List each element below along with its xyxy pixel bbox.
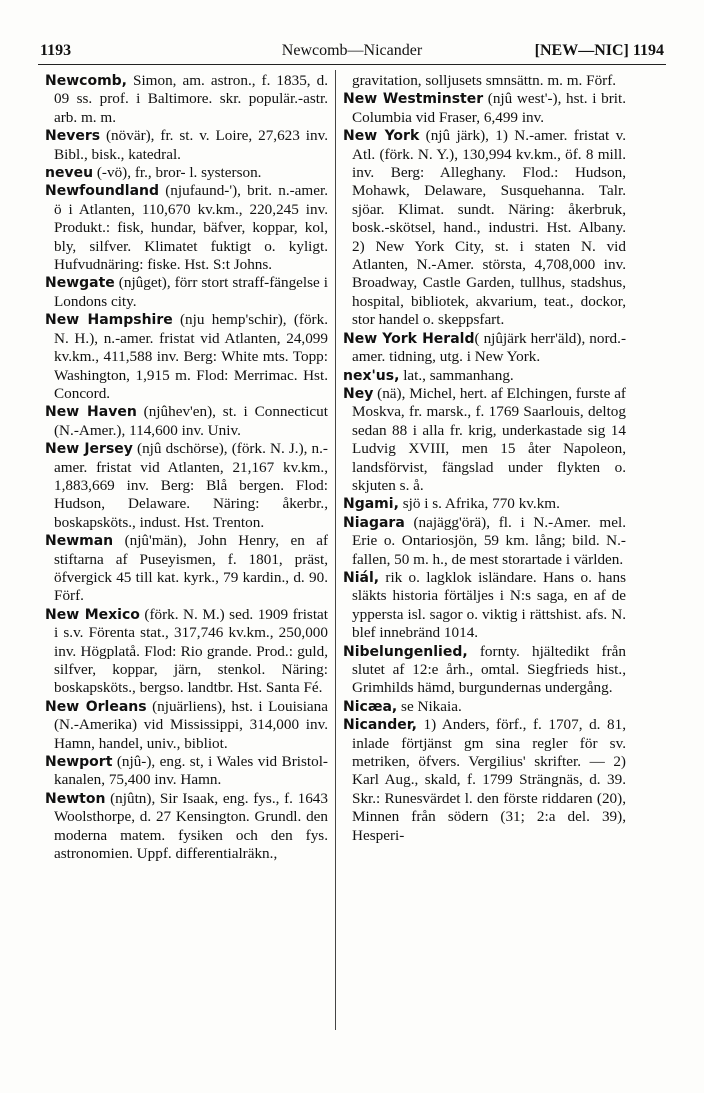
entry-text: (növär), fr. st. v. Loire, 27,623 inv. Bibl., bisk., katedral. [54,127,328,163]
entry-headword: New York [343,128,420,145]
dictionary-entry [45,532,328,606]
entry-range: [NEW—NIC] [534,42,629,59]
entry-headword: New Haven [45,404,137,421]
entry-headword: Niál, [343,569,380,586]
entry-text: (njû-), eng. st, i Wales vid Bristol-kanalen, 75,400 inv. Hamn. [54,753,328,789]
entry-text: sjö i s. Afrika, 770 kv.km. [398,495,560,513]
dictionary-entry [343,330,626,367]
entry-headword: New Jersey [45,441,133,458]
entry-text: (-vö), fr., bror- l. systerson. [93,164,262,182]
entry-headword: New Westminster [343,91,484,108]
dictionary-entry [45,311,328,403]
entry-text: (njûtn), Sir Isaak, eng. fys., f. 1643 Woolsthorpe, d. 27 Kensington. Grundl. den moderna matem. fysiken och den fys. astronomien. Uppf. differentialräkn., [54,789,328,863]
dictionary-entry [45,72,328,127]
entry-text: (njû west'-), hst. i brit. Columbia vid Fraser, 6,499 inv. [352,90,626,126]
entry-text: (förk. N. M.) sed. 1909 fristat i s.v. Förenta stat., 317,746 kv.km., 250,000 inv. Högplatå. Flod: Rio grande. Prod.: guld, silfver, koppar, järn, stenkol. Näring: boskapsköts., bergso. landtbr. Hst. Santa Fé. [54,605,328,697]
dictionary-entry [45,753,328,790]
entry-text: (njû dschörse), (förk. N. J.), n.-amer. fristat vid Atlanten, 21,167 kv.km., 1,883,669 inv. Berg: Blå bergen. Flod: Hudson, Delaware. Näring: åkerbr., boskapsköts., indust. Hst. Trenton. [54,440,328,531]
dictionary-entry [45,164,328,182]
dictionary-entry [45,182,328,274]
entry-headword: New Mexico [45,606,140,623]
dictionary-entry [45,698,328,753]
entry-headword: Nevers [45,128,101,145]
dictionary-entry [343,367,626,385]
entry-headword: Newcomb, [45,73,127,89]
page-number-left: 1193 [40,42,72,59]
dictionary-entry [45,790,328,864]
dictionary-entry [45,127,328,164]
dictionary-entry [343,90,626,127]
entry-headword: Ney [343,385,374,402]
entry-headword: Niagara [343,514,405,531]
page-header [40,40,664,64]
entry-text: fornty. hjältedikt från slutet af 12:e årh., omtal. Siegfrieds hist., Grimhilds hämd, burgundernas undergång. [352,642,626,697]
entry-text: 1) Anders, förf., f. 1707, d. 81, inlade förtjänst gm sina regler för sv. metriken, öfvers. Vergilius' skrifter. — 2) Karl Aug., skald, f. 1799 Strängnäs, d. 39. Skr.: Runesvärdet l. den förste riddaren (20), Minnen från södern (31; 2:a del. 39), Hesperi- [352,716,626,844]
entry-text: ( njûjärk herr'äld), nord.-amer. tidning, utg. i New York. [352,329,626,366]
page-number-right: 1194 [632,42,664,59]
dictionary-entry [343,569,626,643]
entry-text: (njû järk), 1) N.-amer. fristat v. Atl. (förk. N. Y.), 130,994 kv.km., öf. 8 mill. inv. Berg: Alleghany. Flod.: Hudson, Mohawk, Delaware, Susquehanna. Talr. sjöar. Klimat. sundt. Näring: åkerbruk, bosk.-skötsel, hand., industri. Hst. Albany. 2) New York City, st. i staten N. vid Atlanten, N.-Amer. största, 4,708,000 inv. Broadway, Castle Garden, tullhus, stadshus, hospital, bibliotek, akvarium, teat., dockor, stor handel o. skeppsfart. [352,127,626,329]
entry-text: gravitation, solljusets smnsättn. m. m. Förf. [352,72,617,89]
entry-text: (njuärliens), hst. i Louisiana (N.-Amerika) vid Mississippi, 314,000 inv. Hamn, handel, univ., bibliot. [54,697,328,752]
entry-headword: Newgate [45,275,115,292]
page-range [535,42,664,60]
right-column [343,72,626,1067]
dictionary-entry [343,698,626,716]
entry-headword: Newman [45,533,114,550]
entry-headword: Newport [45,754,113,771]
entry-text: Simon, am. astron., f. 1835, d. 09 ss. prof. i Baltimore. skr. populär.-astr. arb. m. m. [54,72,328,126]
entry-headword: New York Herald [343,330,475,347]
entry-text: (njufaund-'), brit. n.-amer. ö i Atlanten, 110,670 kv.km., 220,245 inv. Produkt.: fisk, hundar, bäfver, koppar, kol, bly, silfver. Klimatet fuktigt o. kyligt. Hufvudnäring: fiske. Hst. S:t Johns. [54,182,328,274]
header-rule [38,64,666,65]
entry-headword: Ngami, [343,496,399,513]
dictionary-entry [343,385,626,495]
entry-text: (nä), Michel, hert. af Elchingen, furste af Moskva, fr. marsk., f. 1769 Saarlouis, deltog sedan 88 i alla fr. krig, underkastade sig 14 Ludvig XVIII, men 15 åter Napoleon, landsförvist, fängslad under flykten o. skjuten s. å. [352,384,626,494]
entry-headword: nex'us, [343,367,400,384]
dictionary-entry [343,643,626,698]
dictionary-entry [343,127,626,329]
entry-text: (njûhev'en), st. i Connecticut (N.-Amer.), 114,600 inv. Univ. [54,403,328,439]
dictionary-entry [343,72,626,90]
running-title: Newcomb—Nicander [281,42,423,59]
entry-headword: New Orleans [45,698,147,715]
entry-text: se Nikaia. [397,697,462,715]
dictionary-entry [45,274,328,311]
entry-headword: Newton [45,790,106,807]
entry-text: (najägg'örä), fl. i N.-Amer. mel. Erie o. Ontariosjön, 59 km. lång; bild. N.-fallen, 50 m. h., de mest storartade i världen. [352,513,626,568]
dictionary-entry [45,606,328,698]
entry-text: (njû'män), John Henry, en af stiftarna af Puseyismen, f. 1801, präst, öfvergick 45 till kat. kyrk., 79 kardin., d. 90. Förf. [54,532,328,605]
entry-text: (nju hemp'schir), (förk. N. H.), n.-amer. fristat vid Atlanten, 24,099 kv.km., 411,588 inv. Berg: White mts. Topp: Washington, 1,915 m. Flod: Merrimac. Hst. Concord. [54,311,328,402]
dictionary-entry [343,716,626,845]
entry-headword: neveu [45,165,94,182]
entry-headword: New Hampshire [45,312,173,329]
entry-text: lat., sammanhang. [399,366,514,384]
entry-headword: Nibelungenlied, [343,643,468,660]
entry-text: rik o. lagklok isländare. Hans o. hans släkts historia förtäljes i N:s saga, en af de yppersta isl. sagor o. viktig i rättshist. afs. N. blef innebränd 1014. [352,568,626,642]
dictionary-entry [45,440,328,532]
entry-headword: Nicander, [343,717,417,734]
dictionary-entry [45,403,328,440]
left-column [45,72,328,1067]
entry-text: (njûget), förr stort straff-fängelse i Londons city. [54,274,328,310]
entry-headword: Newfoundland [45,183,160,200]
column-divider [335,70,336,1030]
dictionary-entry [343,495,626,513]
dictionary-entry [343,514,626,569]
entry-headword: Nicæa, [343,698,398,715]
